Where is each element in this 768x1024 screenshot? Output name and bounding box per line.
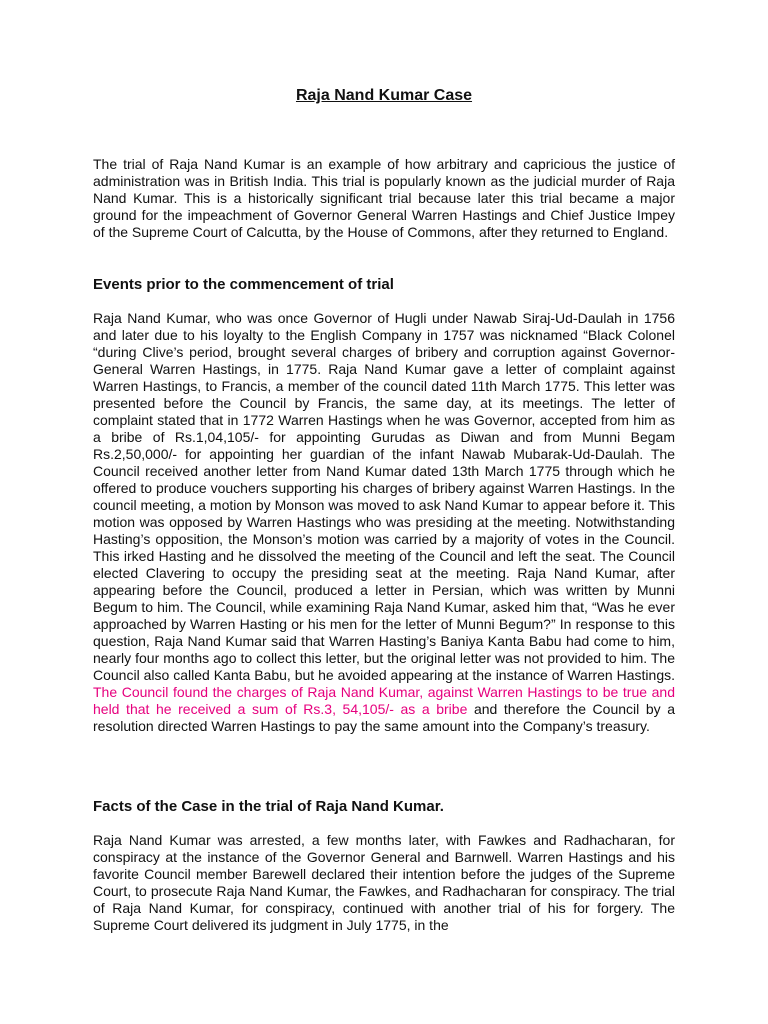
document-title: Raja Nand Kumar Case	[295, 87, 473, 104]
events-paragraph	[93, 310, 675, 735]
intro-paragraph: The trial of Raja Nand Kumar is an example of how arbitrary and capricious the justice of administration was in British India. This trial is popularly known as the judicial murder of Raja Nand Kumar. This is a historically significant trial because later this trial became a major ground for the impeachment of Governor General Warren Hastings and Chief Justice Impey of the Supreme Court of Calcutta, by the House of Commons, after they returned to England.	[93, 156, 675, 240]
facts-paragraph: Raja Nand Kumar was arrested, a few months later, with Fawkes and Radhacharan, for conspiracy at the instance of the Governor General and Barnwell. Warren Hastings and his favorite Council member Barewell declared their intention before the judges of the Supreme Court, to prosecute Raja Nand Kumar, the Fawkes, and Radhacharan for conspiracy. The trial of Raja Nand Kumar, for conspiracy, continued with another trial of his for forgery. The Supreme Court delivered its judgment in July 1775, in the	[93, 832, 675, 933]
events-text-highlight: The Council found the charges of Raja Nand Kumar, against Warren Hastings to be true and held that he received a sum of Rs.3, 54,105/- as a bribe	[93, 684, 675, 717]
events-text-before: Raja Nand Kumar, who was once Governor of Hugli under Nawab Siraj-Ud-Daulah in 1756 and later due to his loyalty to the English Company in 1757 was nicknamed “Black Colonel “during Clive’s period, brought several charges of bribery and corruption against Governor-General Warren Hastings, in 1775. Raja Nand Kumar gave a letter of complaint against Warren Hastings, to Francis, a member of the council dated 11th March 1775. This letter was presented before the Council by Francis, the same day, at its meetings. The letter of complaint stated that in 1772 Warren Hastings when he was Governor, accepted from him as a bribe of Rs.1,04,105/- for appointing Gurudas as Diwan and from Munni Begam Rs.2,50,000/- for appointing her guardian of the infant Nawab Mubarak-Ud-Daulah. The Council received another letter from Nand Kumar dated 13th March 1775 through which he offered to produce vouchers supporting his charges of bribery against Warren Hastings. In the council meeting, a motion by Monson was moved to ask Nand Kumar to appear before it. This motion was opposed by Warren Hastings who was presiding at the meeting. Notwithstanding Hasting’s opposition, the Monson’s motion was carried by a majority of votes in the Council. This irked Hasting and he dissolved the meeting of the Council and left the seat. The Council elected Clavering to occupy the presiding seat at the meeting. Raja Nand Kumar, after appearing before the Council, produced a letter in Persian, which was written by Munni Begum to him. The Council, while examining Raja Nand Kumar, asked him that, “Was he ever approached by Warren Hasting or his men for the letter of Munni Begum?” In response to this question, Raja Nand Kumar said that Warren Hasting’s Baniya Kanta Babu had come to him, nearly four months ago to collect this letter, but the original letter was not provided to him. The Council also called Kanta Babu, but he avoided appearing at the instance of Warren Hastings.	[93, 310, 675, 683]
section-heading-events: Events prior to the commencement of trial	[93, 276, 394, 293]
section-heading-facts: Facts of the Case in the trial of Raja Nand Kumar.	[93, 798, 444, 815]
events-text-after: and therefore the Council by a resolution directed Warren Hastings to pay the same amount into the Company’s treasury.	[93, 701, 675, 734]
